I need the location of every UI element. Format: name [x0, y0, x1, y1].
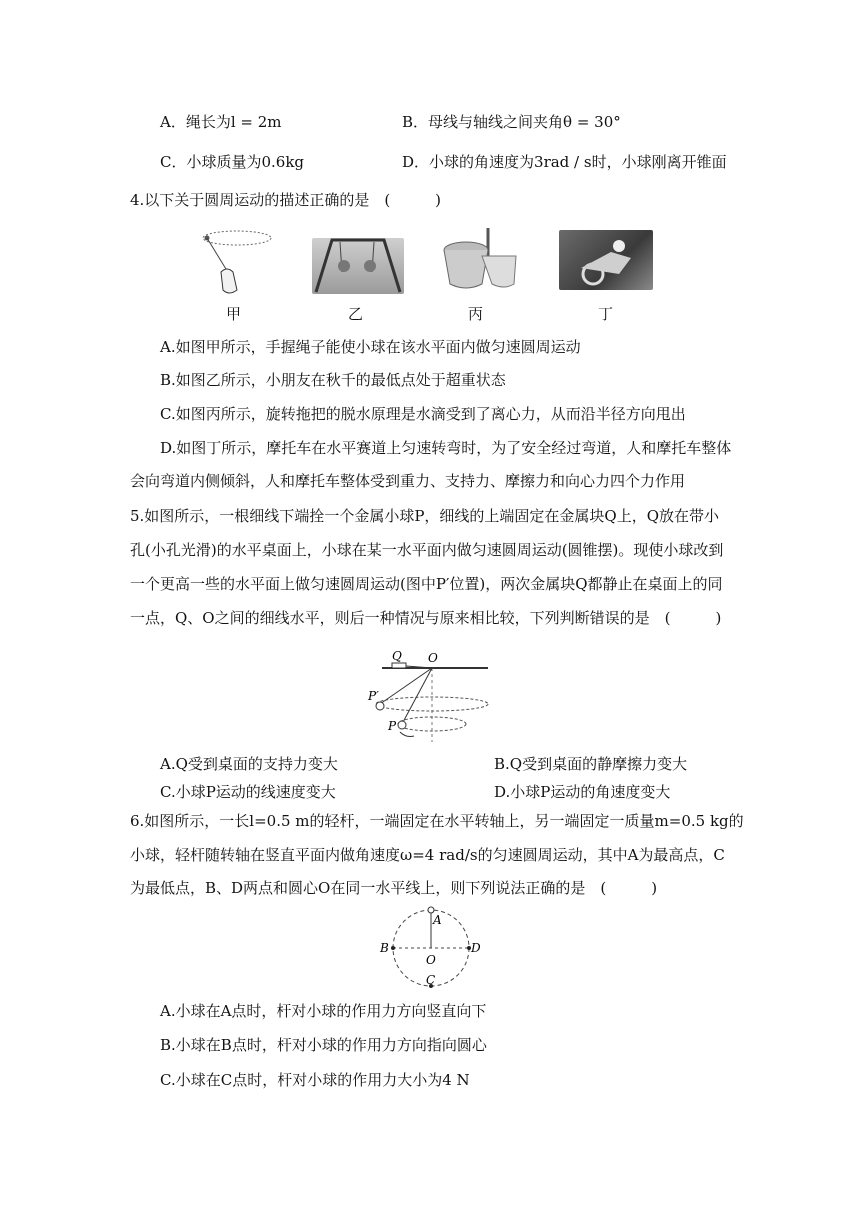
hand-icon [221, 269, 237, 293]
q3-option-d: D．小球的角速度为3rad / s时，小球刚离开锥面 [402, 153, 727, 171]
label-p-prime: P′ [368, 689, 379, 703]
label-o: O [426, 953, 436, 967]
q5-option-d: D.小球P运动的角速度变大 [494, 783, 671, 801]
q6-stem-line3: 为最低点，B、D两点和圆心O在同一水平线上，则下列说法正确的是 ( ) [130, 879, 658, 897]
label-q: Q [392, 649, 402, 663]
q5-stem-line1: 5.如图所示，一根细线下端拴一个金属小球P，细线的上端固定在金属块Q上，Q放在带小 [130, 507, 720, 525]
q4-option-c: C.如图丙所示，旋转拖把的脱水原理是水滴受到了离心力，从而沿半径方向甩出 [160, 405, 686, 423]
figure-ding-motorcycle-image [559, 230, 653, 290]
figure-caption-yi: 乙 [348, 305, 364, 323]
label-o: O [428, 651, 438, 665]
q5-option-c: C.小球P运动的线速度变大 [160, 783, 336, 801]
motion-arrow-icon [400, 732, 414, 737]
block-q [392, 663, 406, 668]
label-d: D [471, 941, 481, 955]
label-p: P [388, 719, 397, 733]
q6-option-a: A.小球在A点时，杆对小球的作用力方向竖直向下 [160, 1002, 487, 1020]
point-b [391, 946, 395, 950]
label-c: C [426, 973, 436, 987]
q4-option-b: B.如图乙所示，小朋友在秋千的最低点处于超重状态 [160, 371, 506, 389]
q5-option-a: A.Q受到桌面的支持力变大 [160, 755, 338, 773]
q6-stem-line2: 小球，轻杆随转轴在竖直平面内做角速度ω=4 rad/s的匀速圆周运动，其中A为最高点，C [130, 846, 725, 864]
ball-p [398, 721, 406, 729]
q6-option-b: B.小球在B点时，杆对小球的作用力方向指向圆心 [160, 1036, 487, 1054]
q5-stem-line4: 一点，Q、O之间的细线水平，则后一种情况与原来相比较，下列判断错误的是 ( ) [130, 609, 722, 627]
figure-caption-jia: 甲 [226, 305, 242, 323]
thread-to-p [402, 668, 432, 724]
q4-option-d-line1: D.如图丁所示，摩托车在水平赛道上匀速转弯时，为了安全经过弯道，人和摩托车整体 [160, 439, 732, 457]
q4-option-a: A.如图甲所示，手握绳子能使小球在该水平面内做匀速圆周运动 [160, 338, 581, 356]
q5-stem-line3: 一个更高一些的水平面上做匀速圆周运动(图中P′位置)，两次金属块Q都静止在桌面上的同 [130, 575, 723, 593]
rope [207, 238, 229, 274]
q6-option-c: C.小球在C点时，杆对小球的作用力大小为4 N [160, 1071, 470, 1089]
q6-circle-figure [375, 904, 485, 996]
q3-option-b: B．母线与轴线之间夹角θ = 30° [402, 113, 621, 131]
label-b: B [380, 941, 389, 955]
label-a: A [433, 913, 442, 927]
ball-p-prime [376, 702, 384, 710]
q3-option-a: A．绳长为l = 2m [160, 113, 282, 131]
q3-option-c: C．小球质量为0.6kg [160, 153, 305, 171]
thread-to-p-prime [380, 668, 432, 704]
figure-jia-hand-rope [195, 224, 275, 296]
q5-option-b: B.Q受到桌面的静摩擦力变大 [494, 755, 688, 773]
q5-stem-line2: 孔(小孔光滑)的水平桌面上，小球在某一水平面内做匀速圆周运动(圆锥摆)。现使小球改到 [130, 541, 724, 559]
figure-bing-spin-mop [436, 226, 518, 296]
q6-stem-line1: 6.如图所示，一长l=0.5 m的轻杆，一端固定在水平转轴上，另一端固定一质量m=0.5 kg的 [130, 812, 744, 830]
figure-caption-ding: 丁 [598, 305, 614, 323]
q4-option-d-line2: 会向弯道内侧倾斜，人和摩托车整体受到重力、支持力、摩擦力和向心力四个力作用 [130, 472, 686, 490]
q4-stem: 4.以下关于圆周运动的描述正确的是 ( ) [130, 191, 442, 209]
horizontal-circle-path [203, 231, 271, 245]
figure-yi-swing-image [312, 238, 404, 294]
figure-caption-bing: 丙 [468, 305, 484, 323]
q5-conical-pendulum-figure [362, 648, 492, 744]
